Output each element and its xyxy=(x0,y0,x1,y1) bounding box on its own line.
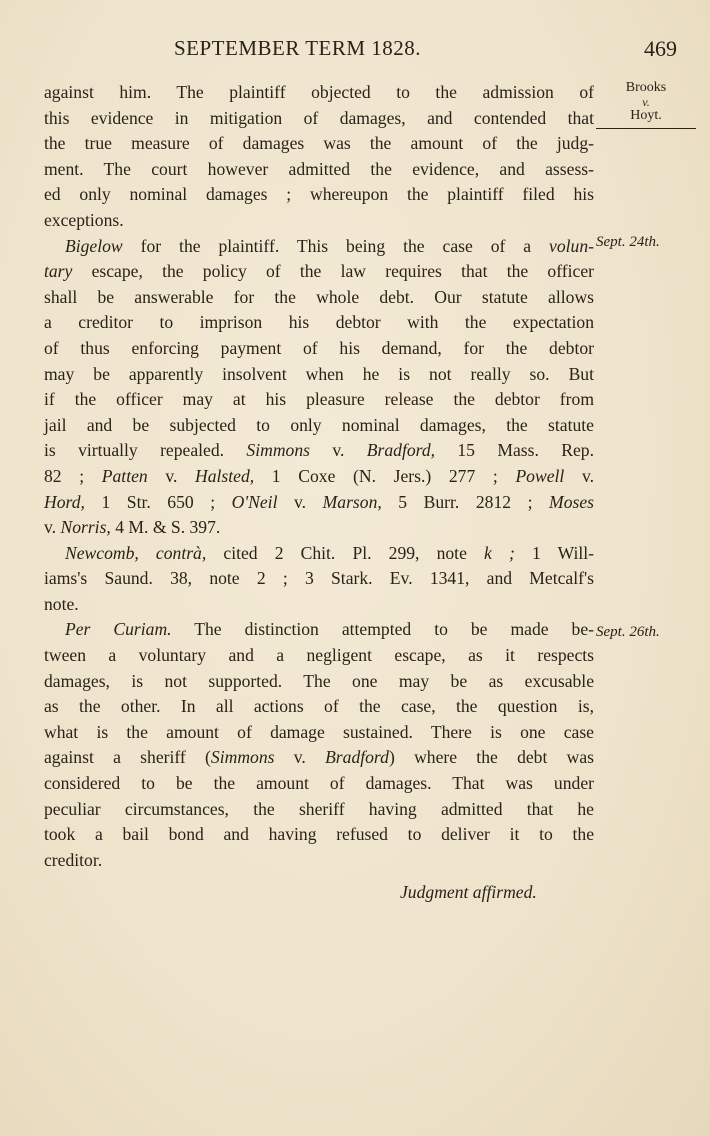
text-run: for the plaintiff. This being the case of a xyxy=(122,235,550,256)
text-run: ) where the debt was xyxy=(388,747,594,768)
text-run: v. xyxy=(44,517,61,538)
text-line: shall be answerable for the whole debt. Our statute allows xyxy=(44,286,594,307)
case-party: Bradford, xyxy=(366,440,436,461)
text-line xyxy=(44,464,594,490)
text-run: volun- xyxy=(549,235,594,256)
text-run: v. xyxy=(147,465,196,486)
text-run: k ; xyxy=(484,542,515,563)
case-party: O'Neil xyxy=(231,491,278,512)
text-run: v. xyxy=(277,491,323,512)
text-run: is virtually repealed. xyxy=(44,440,247,461)
text-run: 1 Will- xyxy=(514,542,594,563)
case-party: Bradford xyxy=(325,747,389,768)
case-party: Patten xyxy=(101,465,148,486)
text-run: v. xyxy=(564,465,595,486)
text-line: ed only nominal damages ; whereupon the plaintiff filed his xyxy=(44,184,594,205)
counsel-name: Newcomb, contrà, xyxy=(65,542,207,563)
text-line: of thus enforcing payment of his demand, for the debtor xyxy=(44,337,594,358)
body-text xyxy=(44,80,594,906)
text-run: tary xyxy=(44,261,73,282)
case-party: Simmons xyxy=(246,440,310,461)
text-line: against him. The plaintiff objected to the admission of xyxy=(44,82,594,102)
running-head: SEPTEMBER TERM 1828. xyxy=(174,36,422,60)
case-party: Norris, xyxy=(60,517,111,538)
caption-defendant: Hoyt. xyxy=(630,108,662,123)
text-line: tween a voluntary and a negligent escape, as it respects xyxy=(44,645,594,666)
text-line xyxy=(44,515,594,541)
case-party: Hord, xyxy=(44,491,85,512)
text-line: exceptions. xyxy=(44,209,124,230)
text-line: creditor. xyxy=(44,849,103,870)
page-number: 469 xyxy=(644,36,677,61)
text-run: cited 2 Chit. Pl. 299, note xyxy=(206,542,485,563)
text-line: damages, is not supported. The one may be as excusable xyxy=(44,670,594,691)
text-run: v. xyxy=(274,747,326,768)
text-line: iams's Saund. 38, note 2 ; 3 Stark. Ev. 1341, and Metcalf's xyxy=(44,568,594,589)
text-run: 82 ; xyxy=(44,465,102,486)
case-party: Marson, xyxy=(322,491,382,512)
text-run: against a sheriff ( xyxy=(44,747,211,768)
text-line xyxy=(44,234,594,260)
text-line: took a bail bond and having refused to deliver it to the xyxy=(44,824,594,845)
text-line: if the officer may at his pleasure release the debtor from xyxy=(44,389,594,410)
counsel-name: Bigelow xyxy=(65,235,123,256)
text-line: a creditor to imprison his debtor with the expectation xyxy=(44,312,594,333)
text-run: The distinction attempted to be made be- xyxy=(171,619,594,640)
text-line xyxy=(44,490,594,516)
text-run: 5 Burr. 2812 ; xyxy=(381,491,550,512)
paragraph-opinion xyxy=(44,617,594,873)
text-line xyxy=(44,617,594,643)
case-party: Simmons xyxy=(210,747,275,768)
text-run: 4 M. & S. 397. xyxy=(110,517,221,538)
case-party: Powell xyxy=(515,465,565,486)
text-line: note. xyxy=(44,593,79,614)
text-run: 1 Str. 650 ; xyxy=(84,491,232,512)
text-line: as the other. In all actions of the case, the question is, xyxy=(44,696,594,717)
text-line: considered to be the amount of damages. That was under xyxy=(44,773,594,794)
text-run: v. xyxy=(309,440,367,461)
case-caption xyxy=(606,80,686,124)
caption-plaintiff: Brooks xyxy=(625,80,667,95)
text-line xyxy=(44,438,594,464)
text-line: what is the amount of damage sustained. There is one case xyxy=(44,721,594,742)
text-run: escape, the policy of the law requires that the officer xyxy=(72,261,594,282)
text-line xyxy=(44,259,594,285)
text-line: this evidence in mitigation of damages, and contended that xyxy=(44,107,594,128)
caption-versus: v. xyxy=(642,95,650,109)
per-curiam: Per Curiam. xyxy=(65,619,172,640)
text-line: may be apparently insolvent when he is not really so. But xyxy=(44,363,594,384)
paragraph-facts xyxy=(44,80,594,234)
case-party: Halsted, xyxy=(195,465,255,486)
judgment-affirmed: Judgment affirmed. xyxy=(400,882,537,903)
text-line xyxy=(44,745,594,771)
text-run: 15 Mass. Rep. xyxy=(435,440,594,461)
page-header xyxy=(0,36,710,66)
text-line: jail and be subjected to only nominal damages, the statute xyxy=(44,414,594,435)
text-line: the true measure of damages was the amount of the judg- xyxy=(44,133,594,154)
text-line: ment. The court however admitted the evidence, and assess- xyxy=(44,158,594,179)
text-line xyxy=(44,541,594,567)
caption-rule xyxy=(596,128,696,129)
paragraph-plaintiff-argument xyxy=(44,234,594,541)
margin-date-sept-24: Sept. 24th. xyxy=(596,234,660,250)
case-party: Moses xyxy=(549,491,595,512)
text-run: 1 Coxe (N. Jers.) 277 ; xyxy=(254,465,516,486)
margin-date-sept-26: Sept. 26th. xyxy=(596,624,660,640)
paragraph-defendant-argument xyxy=(44,541,594,618)
text-line: peculiar circumstances, the sheriff having admitted that he xyxy=(44,798,594,819)
